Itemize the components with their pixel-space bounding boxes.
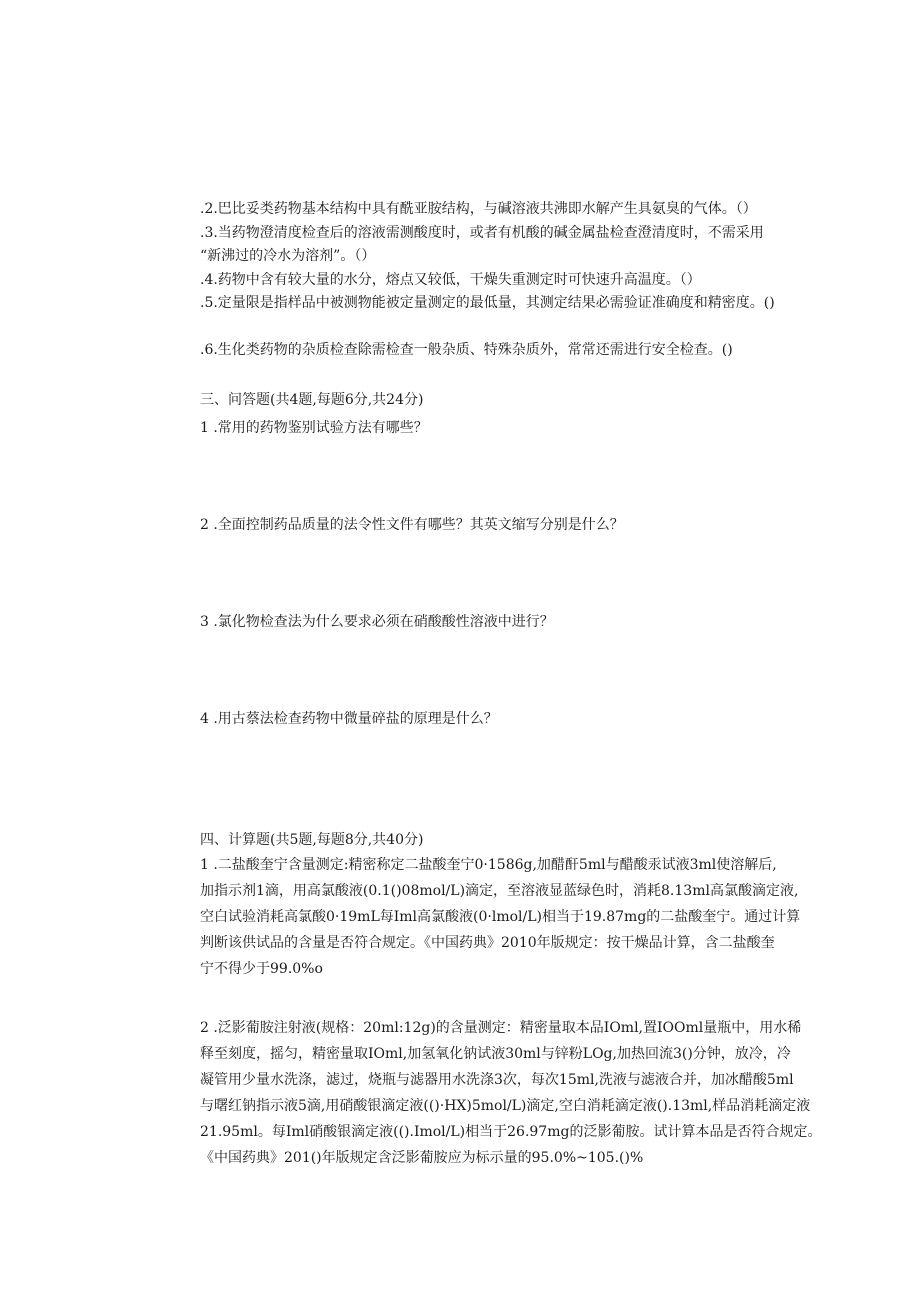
calc-problem-2 (200, 1015, 850, 1171)
qa-question-3: 3 .氯化物检查法为什么要求必须在硝酸酸性溶液中进行？ (200, 614, 554, 630)
tf-item-5: .5.定量限是指样品中被测物能被定量测定的最低量，其测定结果必需验证准确度和精密度。() (200, 295, 775, 311)
calc-problem-2-line: 2 .泛影葡胺注射液(规格：20ml:12g)的含量测定：精密量取本品IOml,置IOOml量瓶中，用水稀 (200, 1020, 802, 1036)
tf-item-3-line2: “新沸过的冷水为溶剂”。（） (200, 248, 376, 264)
calc-problem-2-line: 释至刻度，摇匀，精密量取IOml,加氢氧化钠试液30ml与锌粉LOg,加热回流3()分钟，放冷，冷 (200, 1046, 791, 1062)
calc-problem-2-line: 《中国药典》201()年版规定含泛影葡胺应为标示量的95.0%~105.()% (200, 1150, 644, 1166)
tf-item-3-line1: .3.当药物澄清度检查后的溶液需测酸度时，或者有机酸的碱金属盐检查澄清度时，不需采用 (200, 225, 764, 241)
calc-problem-1-line: 判断该供试品的含量是否符合规定。《中国药典》2010年版规定：按干燥品计算，含二盐酸奎 (200, 935, 775, 951)
tf-item-2: .2.巴比妥类药物基本结构中具有酰亚胺结构，与碱溶液共沸即水解产生具氨臭的气体。（） (200, 201, 757, 217)
calc-problem-2-line: 与曙红钠指示液5滴,用硝酸银滴定液(()·HX)5mol∕L)滴定,空白消耗滴定液().13ml,样品消耗滴定液 (200, 1098, 811, 1114)
qa-question-1: 1 .常用的药物鉴别试验方法有哪些？ (200, 420, 428, 436)
qa-question-4: 4 .用古蔡法检查药物中微量碎盐的原理是什么？ (200, 711, 498, 727)
calc-section-title: 四、计算题(共5题,每题8分,共40分) (200, 832, 424, 848)
calc-problem-1-line: 加指示剂1滴，用高氯酸液(0.1()08mol∕L)滴定，至溶液显蓝绿色时，消耗8.13ml高氯酸滴定液, (200, 883, 799, 899)
calc-problem-1 (200, 852, 850, 982)
qa-section-title: 三、问答题(共4题,每题6分,共24分) (200, 392, 424, 408)
qa-question-2: 2 .全面控制药品质量的法令性文件有哪些？其英文缩写分别是什么？ (200, 517, 624, 533)
calc-problem-2-line: 21.95ml。每Iml硝酸银滴定液(().Imol/L)相当于26.97mg的泛影葡胺。试计算本品是否符合规定。 (200, 1124, 822, 1140)
calc-problem-1-line: 空白试验消耗高氯酸0·19mL每Iml高氯酸液(0·lmol∕L)相当于19.87mg的二盐酸奎宁。通过计算 (200, 909, 801, 925)
calc-problem-1-line: 1 .二盐酸奎宁含量测定:精密称定二盐酸奎宁0·1586g,加醋酐5ml与醋酸汞试液3ml使溶解后, (200, 857, 777, 873)
tf-item-4: .4.药物中含有较大量的水分，熔点又较低，干燥失重测定时可快速升高温度。（） (200, 272, 701, 288)
calc-problem-2-line: 凝管用少量水洗涤，滤过，烧瓶与滤器用水洗涤3次，每次15ml,洗液与滤液合并，加冰醋酸5ml (200, 1072, 794, 1088)
tf-item-6: .6.生化类药物的杂质检查除需检查一般杂质、特殊杂质外，常常还需进行安全检查。() (200, 342, 733, 358)
calc-problem-1-line: 宁不得少于99.0%o (200, 961, 323, 977)
